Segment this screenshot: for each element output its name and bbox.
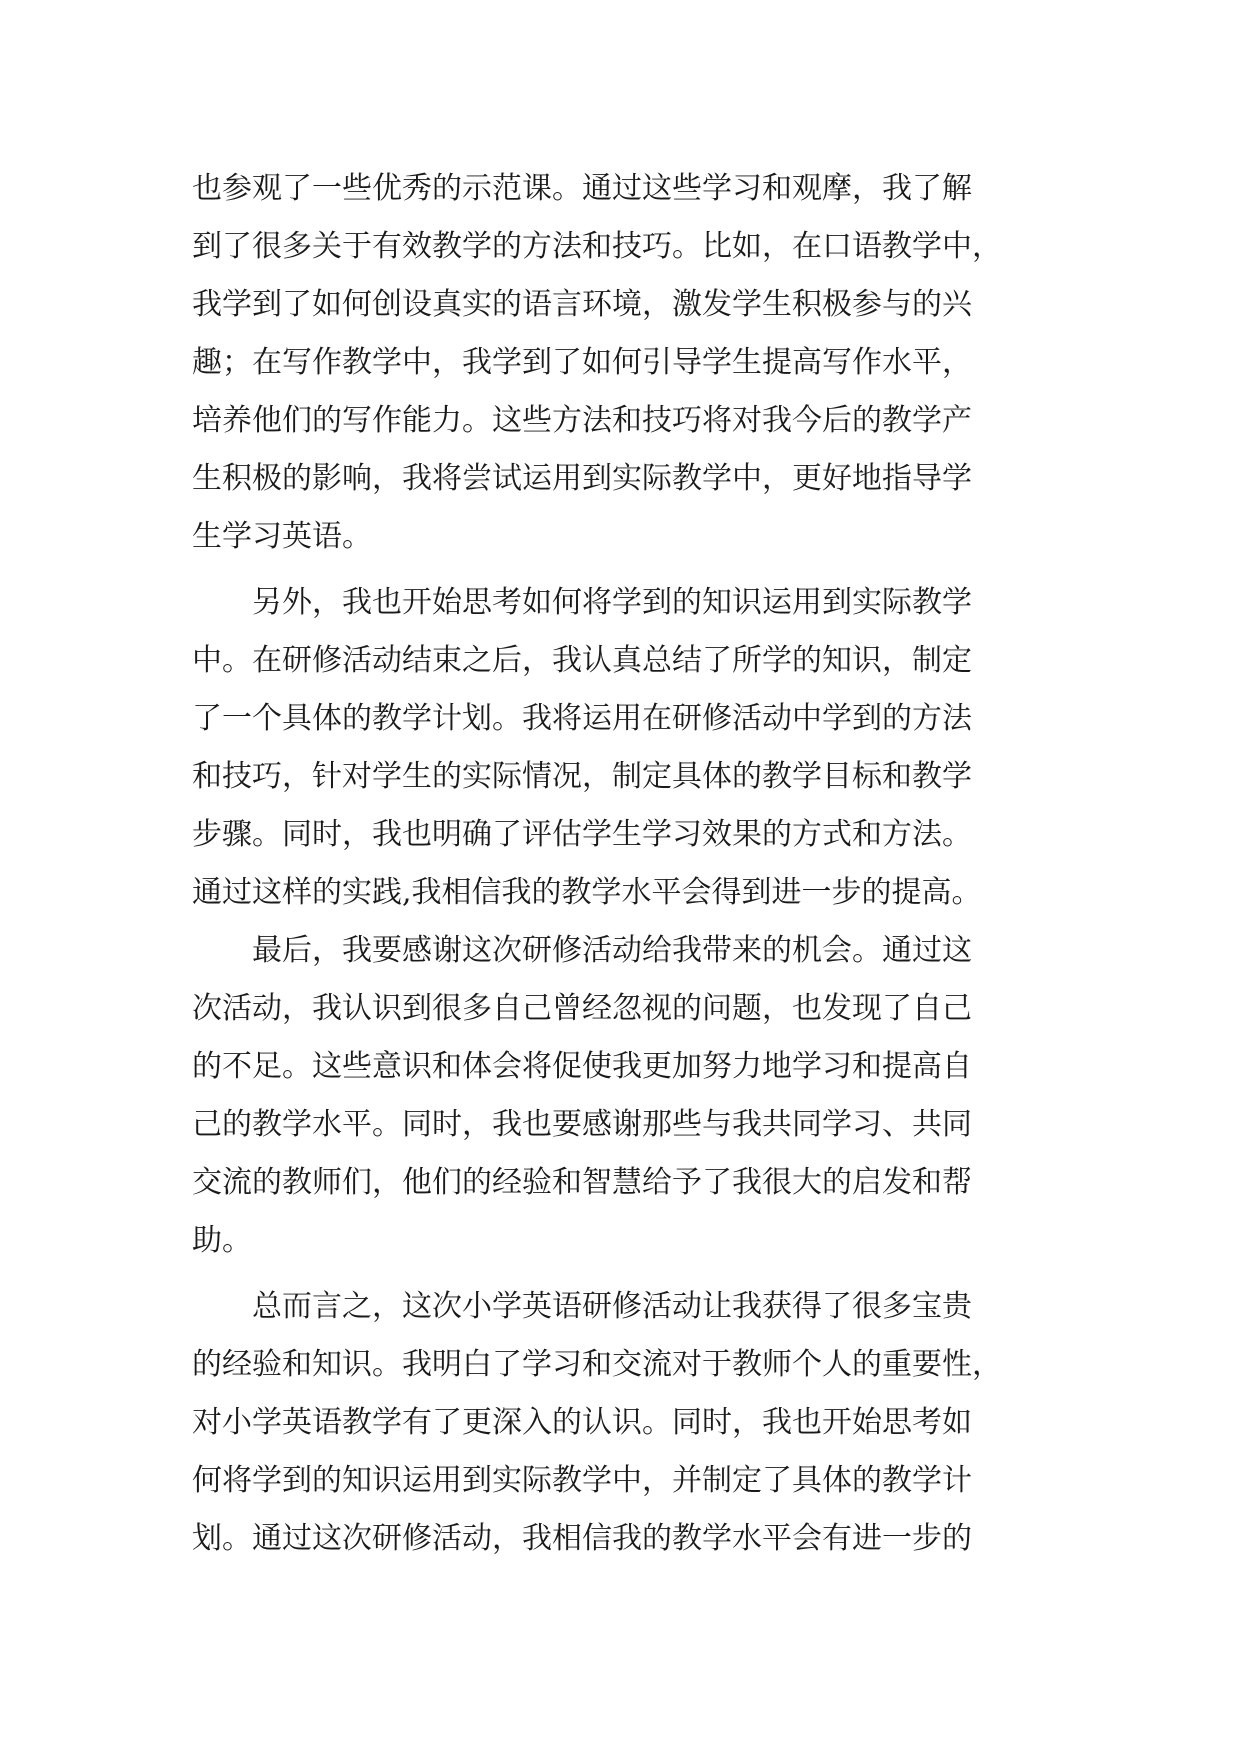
paragraph-spacer: [192, 1270, 1062, 1278]
text-line: 总而言之，这次小学英语研修活动让我获得了很多宝贵: [252, 1289, 972, 1324]
paragraph-3: [192, 922, 1062, 1270]
text-line: 了一个具体的教学计划。我将运用在研修活动中学到的方法: [192, 701, 972, 736]
text-line: 的经验和知识。我明白了学习和交流对于教师个人的重要性，: [192, 1347, 1002, 1382]
text-line: 何将学到的知识运用到实际教学中，并制定了具体的教学计: [192, 1463, 972, 1498]
text-line: 最后，我要感谢这次研修活动给我带来的机会。通过这: [252, 933, 972, 968]
paragraph-spacer: [192, 566, 1062, 574]
text-line: 生积极的影响，我将尝试运用到实际教学中，更好地指导学: [192, 461, 972, 496]
text-line: 助。: [192, 1223, 252, 1258]
paragraph-1: [192, 160, 1062, 566]
text-line: 划。通过这次研修活动，我相信我的教学水平会有进一步的: [192, 1521, 972, 1556]
text-line: 中。在研修活动结束之后，我认真总结了所学的知识，制定: [192, 643, 972, 678]
text-line: 通过这样的实践,我相信我的教学水平会得到进一步的提高。: [192, 875, 982, 910]
paragraph-4: [192, 1278, 1062, 1568]
text-line: 对小学英语教学有了更深入的认识。同时，我也开始思考如: [192, 1405, 972, 1440]
text-line: 的不足。这些意识和体会将促使我更加努力地学习和提高自: [192, 1049, 972, 1084]
text-line: 步骤。同时，我也明确了评估学生学习效果的方式和方法。: [192, 817, 972, 852]
text-line: 生学习英语。: [192, 519, 372, 554]
text-line: 培养他们的写作能力。这些方法和技巧将对我今后的教学产: [192, 403, 972, 438]
document-body: [192, 160, 1062, 1568]
text-line: 趣；在写作教学中，我学到了如何引导学生提高写作水平，: [192, 345, 972, 380]
text-line: 己的教学水平。同时，我也要感谢那些与我共同学习、共同: [192, 1107, 972, 1142]
text-line: 到了很多关于有效教学的方法和技巧。比如，在口语教学中，: [192, 229, 1002, 264]
text-line: 次活动，我认识到很多自己曾经忽视的问题，也发现了自己: [192, 991, 972, 1026]
text-line: 和技巧，针对学生的实际情况，制定具体的教学目标和教学: [192, 759, 972, 794]
paragraph-2: [192, 574, 1062, 922]
text-line: 也参观了一些优秀的示范课。通过这些学习和观摩，我了解: [192, 171, 972, 206]
text-line: 交流的教师们，他们的经验和智慧给予了我很大的启发和帮: [192, 1165, 972, 1200]
text-line: 我学到了如何创设真实的语言环境，激发学生积极参与的兴: [192, 287, 972, 322]
text-line: 另外，我也开始思考如何将学到的知识运用到实际教学: [252, 585, 972, 620]
